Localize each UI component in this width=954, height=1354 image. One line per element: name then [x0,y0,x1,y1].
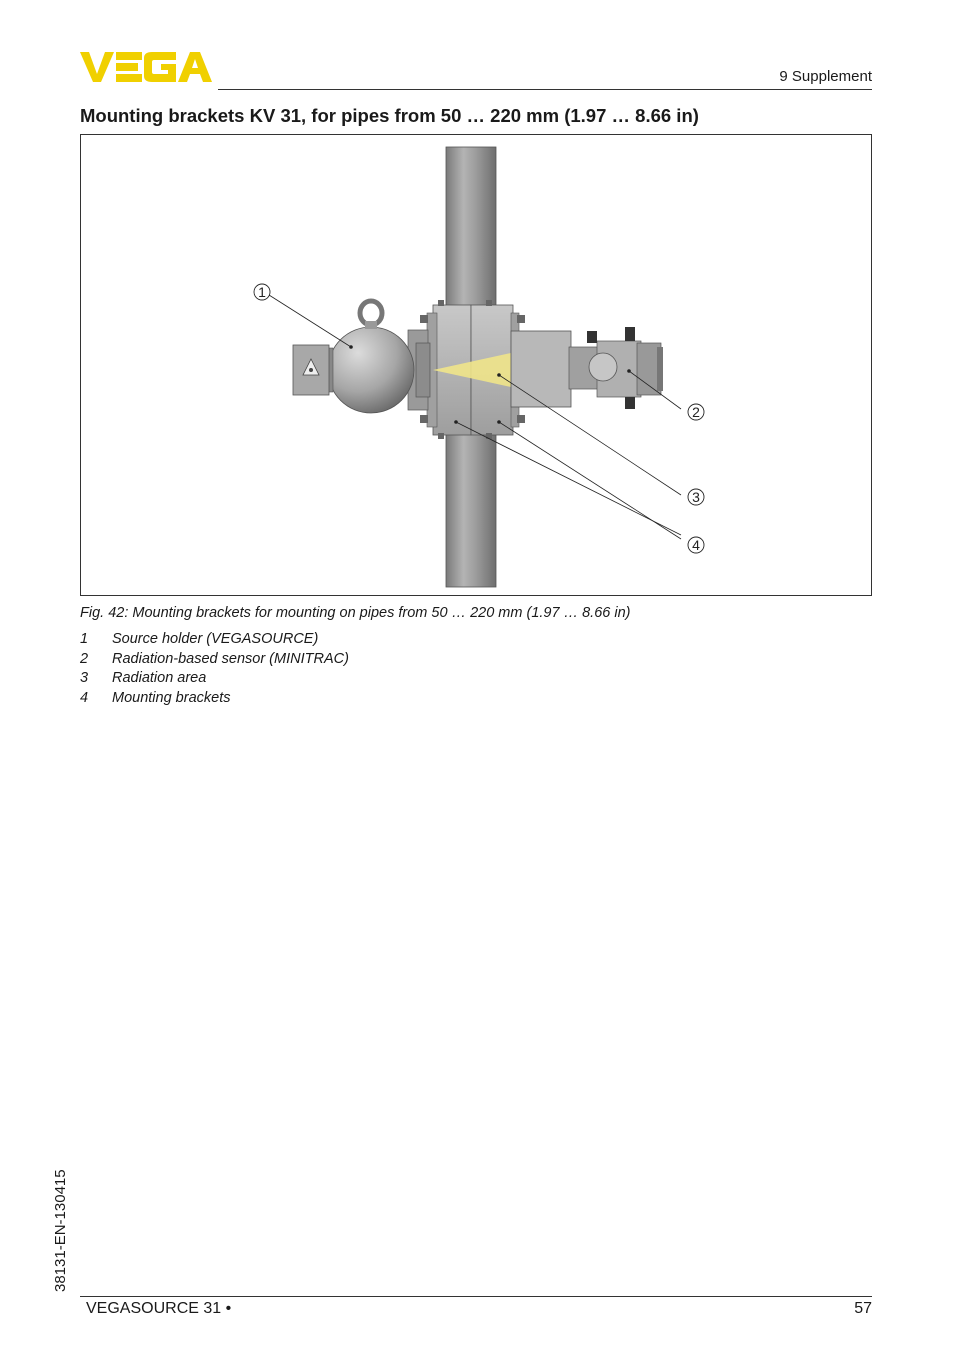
callout-3 [688,489,704,505]
callout-4 [688,537,704,553]
section-label: 9 Supplement [779,68,872,85]
figure-caption: Fig. 42: Mounting brackets for mounting on pipes from 50 … 220 mm (1.97 … 8.66 in) [80,605,631,621]
legend-item: 2 Radiation-based sensor (MINITRAC) [80,650,349,667]
document-code: 38131-EN-130415 [52,1169,69,1292]
callout-1 [254,284,270,300]
figure-legend [80,630,349,708]
footer-product: VEGASOURCE 31 • [86,1300,232,1317]
callout-2 [688,404,704,420]
legend-item: 3 Radiation area [80,670,207,686]
legend-item: 4 Mounting brackets [80,689,231,706]
page-number: 57 [854,1300,872,1317]
mounting-illustration [81,135,872,596]
legend-item: 1 Source holder (VEGASOURCE) [80,631,319,647]
header-rule [218,89,872,90]
page-title: Mounting brackets KV 31, for pipes from 50 … 220 mm (1.97 … 8.66 in) [80,105,699,126]
footer-rule [80,1296,872,1297]
source-holder-ball [328,327,414,413]
svg-text:4: 4 [692,537,700,553]
svg-text:3: 3 [692,489,700,505]
sensor-housing [511,331,571,407]
svg-text:2: 2 [692,404,700,420]
vega-logo [80,50,212,84]
figure-frame [80,134,872,596]
logo-text: VEGA [80,50,83,51]
svg-text:1: 1 [258,284,266,300]
